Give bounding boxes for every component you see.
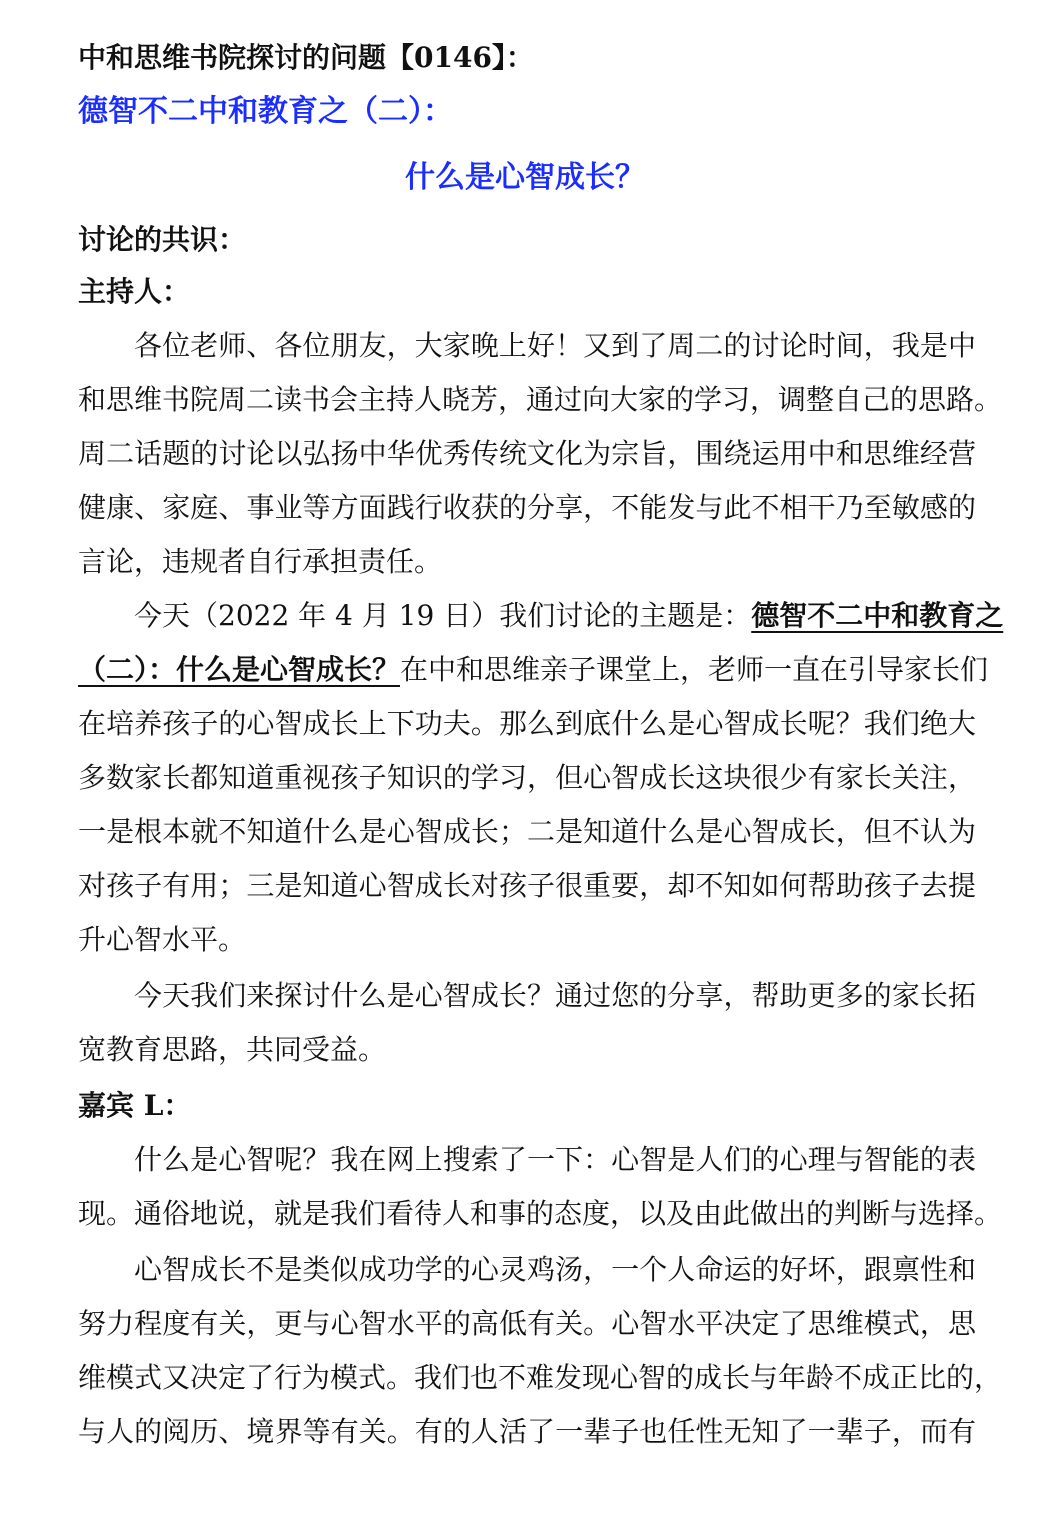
host-p2-line: 在培养孩子的心智成长上下功夫。那么到底什么是心智成长呢？我们绝大	[78, 707, 976, 740]
subtitle-main: 德智不二中和教育之（二）：	[78, 94, 453, 129]
guest-label: 嘉宾 L：	[78, 1089, 192, 1122]
issue-title: 中和思维书院探讨的问题【0146】：	[78, 41, 534, 74]
guest-p1-line: 现。通俗地说，就是我们看待人和事的态度，以及由此做出的判断与选择。	[78, 1197, 1003, 1230]
host-p3-line: 今天我们来探讨什么是心智成长？通过您的分享，帮助更多的家长拓	[134, 979, 976, 1012]
consensus-label: 讨论的共识：	[78, 223, 247, 256]
topic-highlight-a: 德智不二中和教育之	[751, 599, 1004, 632]
subtitle-question: 什么是心智成长？	[405, 160, 645, 195]
host-p1-line: 言论，违规者自行承担责任。	[78, 545, 443, 578]
guest-p1-line: 什么是心智呢？我在网上搜索了一下：心智是人们的心理与智能的表	[134, 1143, 976, 1176]
host-p1-line: 健康、家庭、事业等方面践行收获的分享，不能发与此不相干乃至敏感的	[78, 491, 976, 524]
guest-p2-line: 维模式又决定了行为模式。我们也不难发现心智的成长与年龄不成正比的，	[78, 1361, 1003, 1394]
host-p1-line: 周二话题的讨论以弘扬中华优秀传统文化为宗旨，围绕运用中和思维经营	[78, 437, 976, 470]
host-p1-line: 和思维书院周二读书会主持人晓芳，通过向大家的学习，调整自己的思路。	[78, 383, 1003, 416]
host-p2-second-line	[78, 650, 989, 690]
host-p2-line: 对孩子有用；三是知道心智成长对孩子很重要，却不知如何帮助孩子去提	[78, 869, 976, 902]
host-p2-lead: 今天（2022 年 4 月 19 日）我们讨论的主题是：	[134, 599, 752, 632]
host-p2-line: 一是根本就不知道什么是心智成长；二是知道什么是心智成长，但不认为	[78, 815, 976, 848]
host-p2-cont: 在中和思维亲子课堂上，老师一直在引导家长们	[400, 653, 989, 686]
guest-p2-line: 努力程度有关，更与心智水平的高低有关。心智水平决定了思维模式，思	[78, 1307, 976, 1340]
guest-p2-line: 心智成长不是类似成功学的心灵鸡汤，一个人命运的好坏，跟禀性和	[134, 1253, 976, 1286]
topic-highlight-b: （二）：什么是心智成长？	[78, 653, 401, 686]
host-p2-line: 升心智水平。	[78, 923, 247, 956]
host-p1-line: 各位老师、各位朋友，大家晚上好！又到了周二的讨论时间，我是中	[134, 329, 976, 362]
host-p3-line: 宽教育思路，共同受益。	[78, 1033, 387, 1066]
host-p2-first-line	[134, 596, 1004, 636]
host-label: 主持人：	[78, 275, 191, 308]
host-p2-line: 多数家长都知道重视孩子知识的学习，但心智成长这块很少有家长关注，	[78, 761, 976, 794]
guest-p2-line: 与人的阅历、境界等有关。有的人活了一辈子也任性无知了一辈子，而有	[78, 1415, 976, 1448]
